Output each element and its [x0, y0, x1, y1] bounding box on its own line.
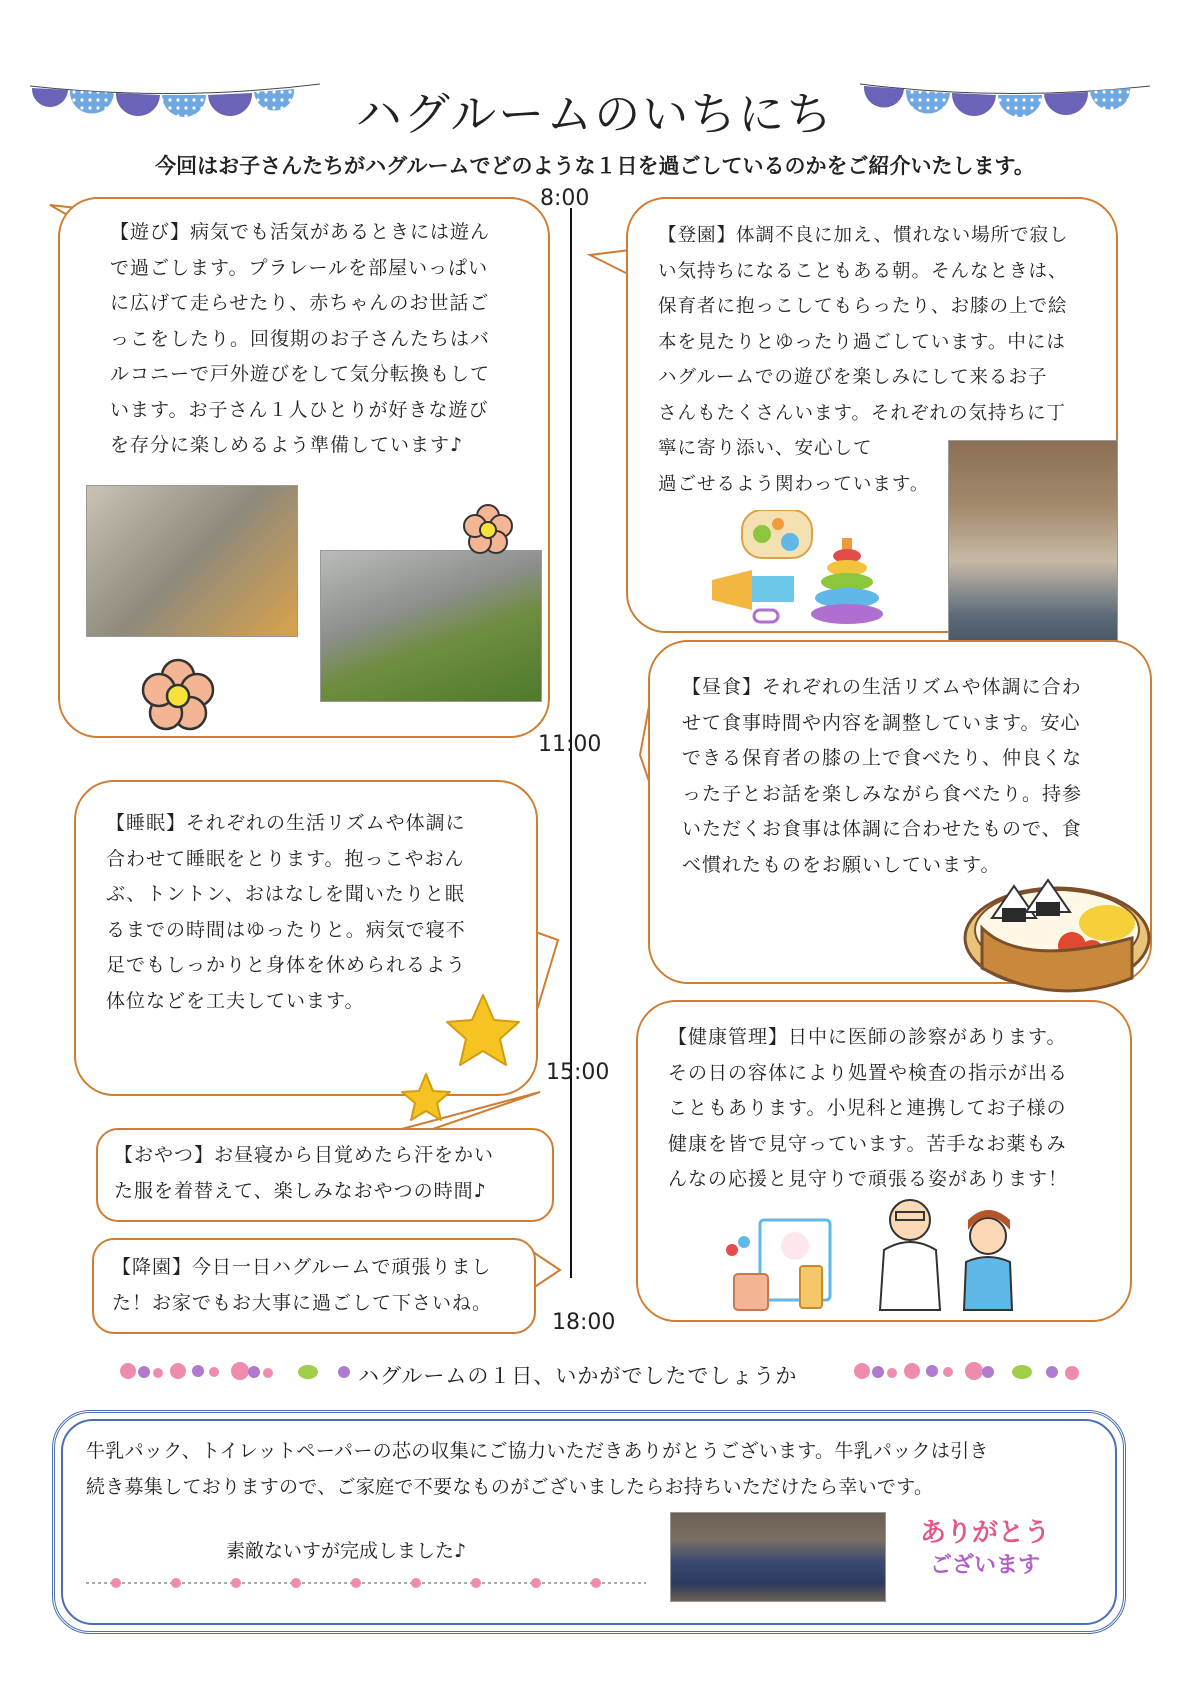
flower-garland-right [852, 1356, 1092, 1386]
text-line: 【睡眠】それぞれの生活リズムや体調に [106, 812, 466, 834]
text-line: べ慣れたものをお願いしています。 [682, 853, 1001, 876]
text-line: るまでの時間はゆったりと。病気で寝不 [106, 918, 466, 941]
photo-reading [948, 440, 1118, 660]
text-line: んなの応援と見守りで頑張る姿があります！ [668, 1168, 1069, 1190]
text-line: 過ごせるよう関わっています。 [658, 473, 930, 495]
text-line: 【おやつ】お昼寝から目覚めたら汗をかい [114, 1144, 495, 1166]
text-line: 【降園】今日一日ハグルームで頑張りまし [112, 1256, 492, 1278]
text-line: た！お家でもお大事に過ごして下さいね。 [112, 1291, 493, 1314]
text-line: ぶ、トントン、おはなしを聞いたりと眠 [106, 883, 465, 905]
text-line: ルコニーで戸外遊びをして気分転換もして [110, 363, 491, 385]
time-label-15: 15:00 [546, 1060, 610, 1085]
text-line: ハグルームでの遊びを楽しみにして来るお子 [658, 367, 1048, 388]
doctor-child-icon [870, 1190, 1030, 1320]
text-line: その日の容体により処置や検査の指示が出る [668, 1061, 1069, 1084]
flower-icon [458, 502, 518, 558]
text-line: 寧に寄り添い、安心して [658, 438, 873, 459]
time-label-18: 18:00 [552, 1310, 616, 1335]
asobi-text [110, 215, 490, 464]
text-line: せて食事時間や内容を調整しています。安心 [682, 711, 1081, 734]
suimin-text [106, 806, 466, 1019]
text-line: い気持ちになることもある朝。そんなときは、 [658, 260, 1068, 282]
text-line: 健康を皆で見守っています。苦手なお薬もみ [668, 1132, 1067, 1155]
flower-garland-left [118, 1356, 358, 1386]
footer-heading: ハグルームの１日、いかがでしたでしょうか [358, 1364, 798, 1388]
text-line: で過ごします。プラレールを部屋いっぱい [110, 256, 489, 279]
text-line: 合わせて睡眠をとります。抱っこやおん [106, 847, 465, 870]
text-line: た服を着替えて、楽しみなおやつの時間♪ [114, 1179, 487, 1202]
koen-text [112, 1250, 492, 1321]
photo-playroom [86, 485, 298, 637]
toys-icon [712, 510, 912, 630]
text-line: っこをしたり。回復期のお子さんたちはバ [110, 327, 491, 350]
bento-icon [962, 868, 1152, 1008]
footer-line-1: 牛乳パック、トイレットペーパーの芯の収集にご協力いただきありがとうございます。牛乳パックは引き [86, 1440, 989, 1462]
medicine-icon [720, 1216, 840, 1316]
thanks-badge [910, 1515, 1060, 1605]
text-line: できる保育者の膝の上で食べたり、仲良くな [682, 747, 1083, 769]
oyatsu-text [114, 1138, 494, 1209]
thanks-line-2: ございます [929, 1553, 1040, 1578]
star-icon [398, 1070, 454, 1126]
text-line: さんもたくさんいます。それぞれの気持ちに丁 [658, 402, 1067, 424]
text-line: 【健康管理】日中に医師の診察があります。 [668, 1026, 1067, 1048]
time-label-8: 8:00 [540, 186, 590, 211]
photo-chair [670, 1512, 886, 1602]
star-icon [442, 990, 524, 1072]
flower-icon [136, 656, 220, 736]
footer-line-2: 続き募集しておりますので、ご家庭で不要なものがございましたらお持ちいただけたら幸いです。 [86, 1476, 934, 1498]
text-line: 本を見たりとゆったり過ごしています。中には [658, 331, 1066, 353]
page-title: ハグルームのいちにち [355, 87, 835, 141]
flower-vine-divider [86, 1572, 646, 1594]
text-line: 足でもしっかりと身体を休められるよう [106, 954, 467, 976]
text-line: に広げて走らせたり、赤ちゃんのお世話ご [110, 292, 490, 314]
chushoku-text [682, 670, 1082, 883]
time-label-11: 11:00 [538, 732, 602, 757]
page-subtitle: 今回はお子さんたちがハグルームでどのような１日を過ごしているのかをご紹介いたします。 [155, 154, 1035, 178]
thanks-line-1: ありがとう [919, 1518, 1050, 1548]
photo-balcony [320, 550, 542, 702]
text-line: を存分に楽しめるよう準備しています♪ [110, 434, 464, 456]
text-line: 保育者に抱っこしてもらったり、お膝の上で絵 [658, 296, 1068, 317]
text-line: 【登園】体調不良に加え、慣れない場所で寂し [658, 225, 1069, 246]
chair-caption: 素敵ないすが完成しました♪ [226, 1540, 467, 1562]
text-line: いただくお食事は体調に合わせたもので、食 [682, 818, 1082, 840]
kenko-text [668, 1020, 1068, 1198]
text-line: った子とお話を楽しみながら食べたり。持参 [682, 782, 1083, 805]
text-line: こともあります。小児科と連携してお子様の [668, 1097, 1067, 1119]
text-line: 【昼食】それぞれの生活リズムや体調に合わ [682, 676, 1082, 698]
text-line: います。お子さん１人ひとりが好きな遊び [110, 398, 489, 421]
text-line: 【遊び】病気でも活気があるときには遊ん [110, 221, 491, 243]
text-line: 体位などを工夫しています。 [106, 989, 365, 1012]
